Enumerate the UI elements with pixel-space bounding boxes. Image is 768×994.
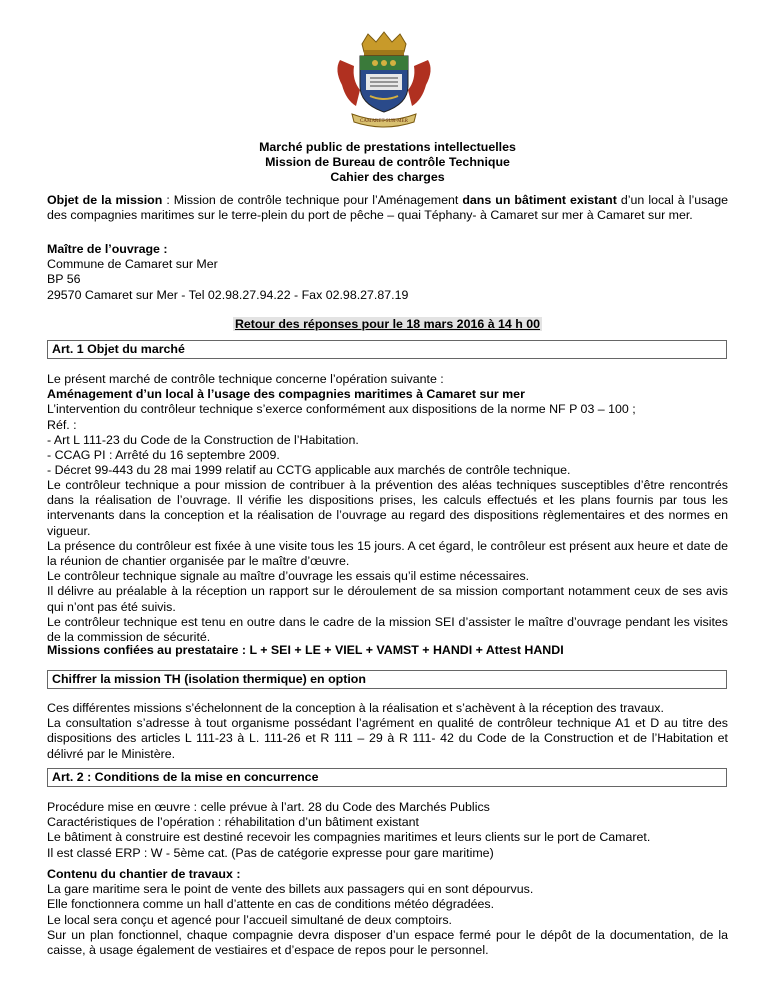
art1-para-1: Le contrôleur technique a pour mission de contribuer à la prévention des aléas techniques susceptibles d’être rencontrés dans la réalisation de l’ouvrage. Il vérifie les dispositions prises, les calculs effectués et les plans fournis par tous les intervenants dans la conception et la réalisation de l’ouvrage au regard des dispositions règlementaires et des normes en vigueur. [47, 478, 728, 538]
maitre-line-1: Commune de Camaret sur Mer [47, 257, 218, 272]
title-line-3: Cahier des charges [330, 170, 445, 185]
art2-line-3: Le bâtiment à construire est destiné recevoir les compagnies maritimes et leurs clients sur le port de Camaret. [47, 830, 651, 845]
contenu-last: Sur un plan fonctionnel, chaque compagnie devra disposer d’un espace fermé pour le dépôt de la documentation, de la caisse, à usage également de vestiaires et d’espace de repos pour le personnel. [47, 927, 728, 958]
art1-para-7: La consultation s’adresse à tout organisme possédant l’agrément en qualité de contrôleur technique A1 et D au titre des dispositions des articles L 111-23 à L. 111-26 et R 111 – 29 à R 111- 42 du Code de la Construction et de l’Habitation et délivré par le Ministère. [47, 716, 728, 761]
art1-para-6: Ces différentes missions s’échelonnent de la conception à la réalisation et s’achèvent à la réception des travaux. [47, 701, 664, 715]
objet-text-a: : Mission de contrôle technique pour l’Aménagement [162, 193, 463, 207]
art2-line-1: Procédure mise en œuvre : celle prévue à l’art. 28 du Code des Marchés Publics [47, 800, 490, 814]
seal-text: CAMARET-SUR-MER [360, 119, 408, 124]
art1-line-1: L’intervention du contrôleur technique s’exerce conformément aux dispositions de la norme NF P 03 – 100 ; [47, 402, 636, 417]
art1-para-3: Le contrôleur technique signale au maître d’ouvrage les essais qu’il estime nécessaires. [47, 569, 530, 584]
retour-deadline [47, 317, 728, 332]
art1-line-3: - Art L 111-23 du Code de la Construction de l’Habitation. [47, 432, 359, 447]
art1-operation: Aménagement d’un local à l’usage des compagnies maritimes à Camaret sur mer [47, 387, 525, 402]
art2-heading: Art. 2 : Conditions de la mise en concurrence [47, 768, 727, 787]
maitre-ouvrage-block [47, 242, 728, 303]
objet-bold: dans un bâtiment existant [462, 193, 617, 207]
art2-body [47, 800, 728, 861]
missions-line: Missions confiées au prestataire : L + SEI + LE + VIEL + VAMST + HANDI + Attest HANDI [47, 643, 564, 657]
contenu-block [47, 867, 728, 958]
maitre-line-3: 29570 Camaret sur Mer - Tel 02.98.27.94.22 - Fax 02.98.27.87.19 [47, 287, 409, 302]
coat-of-arms-logo [330, 30, 438, 130]
art1-para-4: Il délivre au préalable à la réception un rapport sur le déroulement de sa mission comportant notamment ceux de ses avis qui n’ont pas été suivis. [47, 584, 728, 614]
document-title [47, 140, 728, 186]
art2-line-4: Il est classé ERP : W - 5ème cat. (Pas de catégorie expresse pour gare maritime) [47, 845, 494, 860]
art1-line-5: - Décret 99-443 du 28 mai 1999 relatif au CCTG applicable aux marchés de contrôle technique. [47, 463, 571, 478]
objet-text-b: d’un local à l’usage des compagnies maritimes sur le terre-plein du port de pêche – quai Téphany- à Camaret sur mer à Camaret sur mer. [47, 193, 728, 223]
art1-line-2: Réf. : [47, 417, 77, 432]
art2-line-2: Caractéristiques de l’opération : réhabilitation d’un bâtiment existant [47, 815, 419, 830]
contenu-label: Contenu du chantier de travaux : [47, 867, 241, 881]
title-line-1: Marché public de prestations intellectuelles [259, 140, 516, 154]
title-line-2: Mission de Bureau de contrôle Technique [265, 155, 510, 170]
art1-paragraphs [47, 478, 728, 645]
objet-paragraph [47, 193, 728, 223]
art1-para-5: Le contrôleur technique est tenu en outre dans le cadre de la mission SEI d’assister le maître d’ouvrage pendant les visites de la commission de sécurité. [47, 614, 728, 645]
art1-heading: Art. 1 Objet du marché [47, 340, 727, 359]
contenu-line-3: Le local sera conçu et agencé pour l’accueil simultané de deux comptoirs. [47, 912, 452, 927]
contenu-line-1: La gare maritime sera le point de vente des billets aux passagers qui en sont dépourvus. [47, 882, 534, 897]
maitre-line-2: BP 56 [47, 272, 81, 287]
art1-line-4: - CCAG PI : Arrêté du 16 septembre 2009. [47, 448, 280, 463]
contenu-line-2: Elle fonctionnera comme un hall d’attente en cas de conditions météo dégradées. [47, 897, 495, 912]
art1-closing [47, 701, 728, 762]
art1-para-2: La présence du contrôleur est fixée à une visite tous les 15 jours. A cet égard, le contrôleur est présent aux heure et date de la réunion de chantier organisée par le maître d’œuvre. [47, 538, 728, 569]
art1-intro: Le présent marché de contrôle technique concerne l’opération suivante : [47, 372, 444, 386]
option-box: Chiffrer la mission TH (isolation thermique) en option [47, 670, 727, 689]
maitre-label: Maître de l’ouvrage : [47, 242, 168, 256]
retour-text: Retour des réponses pour le 18 mars 2016 à 14 h 00 [234, 317, 541, 331]
art1-body [47, 372, 728, 478]
objet-label: Objet de la mission [47, 193, 163, 207]
